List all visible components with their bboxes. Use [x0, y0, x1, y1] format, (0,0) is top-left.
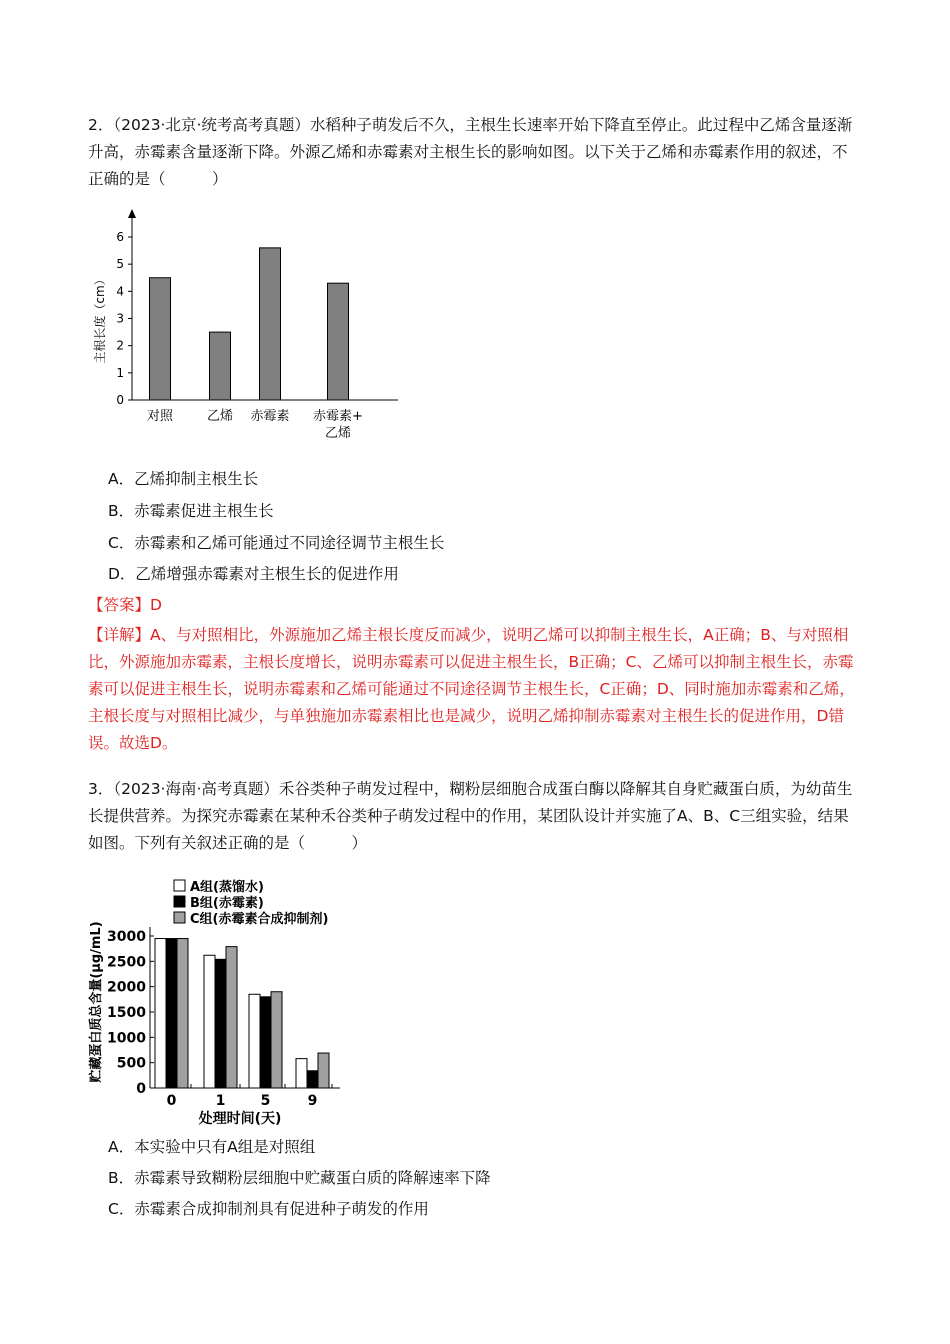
- y-tick-label: 3: [116, 311, 124, 326]
- y-tick-label: 5: [116, 257, 124, 272]
- q2-analysis: 【详解】A、与对照相比，外源施加乙烯主根长度反而减少，说明乙烯可以抑制主根生长，A正确；B、与对照相比，外源施加赤霉素，主根长度增长，说明赤霉素可以促进主根生长，B正确；C、乙烯可以抑制主根生长，赤霉素可以促进主根生长，说明赤霉素和乙烯可能通过不同途径调节主根生长，C正确；D、同时施加赤霉素和乙烯，主根长度与对照相比减少，与单独施加赤霉素相比也是减少，说明乙烯抑制赤霉素对主根生长的促进作用，D错误。故选D。: [88, 626, 855, 752]
- q2-option-a[interactable]: A．乙烯抑制主根生长: [108, 470, 259, 488]
- y-tick-label: 500: [116, 1055, 146, 1072]
- q3-option-c[interactable]: C．赤霉素合成抑制剂具有促进种子萌发的作用: [108, 1200, 429, 1218]
- y-tick-label: 6: [116, 230, 124, 244]
- x-category-label: 乙烯: [324, 426, 352, 441]
- bar: [260, 997, 271, 1088]
- bar: [204, 955, 215, 1088]
- q2-option-d[interactable]: D．乙烯增强赤霉素对主根生长的促进作用: [108, 565, 399, 583]
- y-tick-label: 2: [116, 338, 124, 353]
- y-tick-label: 1500: [107, 1005, 146, 1021]
- x-category-label: 乙烯: [206, 409, 234, 424]
- bar: [307, 1071, 318, 1088]
- legend-swatch: [174, 912, 185, 923]
- y-tick-label: 0: [116, 393, 124, 407]
- legend-label: C组(赤霉素合成抑制剂): [190, 912, 329, 927]
- y-axis-label: 贮藏蛋白质总含量(μg/mL): [89, 921, 104, 1083]
- y-tick-label: 0: [136, 1081, 146, 1097]
- legend-swatch: [174, 896, 185, 907]
- y-tick-label: 4: [116, 284, 124, 299]
- bar: [271, 992, 282, 1088]
- storage-protein-chart: [88, 872, 358, 1127]
- bar: [226, 947, 237, 1088]
- legend-swatch: [174, 880, 185, 891]
- bar: [150, 278, 171, 400]
- root-length-chart: [88, 205, 408, 450]
- x-category-label: 赤霉素+: [313, 409, 363, 424]
- bar: [155, 939, 166, 1088]
- x-category-label: 对照: [146, 409, 174, 424]
- bar: [249, 994, 260, 1088]
- bar: [215, 959, 226, 1088]
- x-axis-label: 处理时间(天): [198, 1111, 282, 1127]
- x-category-label: 赤霉素: [250, 409, 290, 424]
- q2-stem: 2．（2023·北京·统考高考真题）水稻种子萌发后不久，主根生长速率开始下降直至停止。此过程中乙烯含量逐渐升高，赤霉素含量逐渐下降。外源乙烯和赤霉素对主根生长的影响如图。以下关于乙烯和赤霉素作用的叙述，不正确的是（ ）: [88, 116, 853, 188]
- legend-label: A组(蒸馏水): [190, 880, 264, 895]
- q2-option-b[interactable]: B．赤霉素促进主根生长: [108, 502, 274, 520]
- y-tick-label: 1000: [107, 1030, 146, 1047]
- x-category-label: 9: [307, 1093, 318, 1109]
- q3-option-a[interactable]: A．本实验中只有A组是对照组: [108, 1138, 316, 1156]
- q3-stem: 3．（2023·海南·高考真题）禾谷类种子萌发过程中，糊粉层细胞合成蛋白酶以降解其自身贮藏蛋白质，为幼苗生长提供营养。为探究赤霉素在某种禾谷类种子萌发过程中的作用，某团队设计并实施了A、B、C三组实验，结果如图。下列有关叙述正确的是（ ）: [88, 780, 853, 852]
- y-tick-label: 3000: [107, 929, 146, 945]
- y-tick-label: 1: [116, 365, 124, 380]
- q3-option-b[interactable]: B．赤霉素导致糊粉层细胞中贮藏蛋白质的降解速率下降: [108, 1169, 491, 1187]
- y-tick-label: 2000: [107, 979, 146, 996]
- x-category-label: 0: [166, 1093, 177, 1109]
- x-category-label: 1: [215, 1093, 226, 1109]
- legend-label: B组(赤霉素): [190, 896, 264, 911]
- x-category-label: 5: [260, 1093, 271, 1109]
- bar: [210, 332, 231, 400]
- q2-option-c[interactable]: C．赤霉素和乙烯可能通过不同途径调节主根生长: [108, 534, 445, 552]
- y-axis-label: 主根长度（cm）: [93, 273, 107, 364]
- bar: [260, 248, 281, 400]
- bar: [328, 283, 349, 400]
- bar: [318, 1053, 329, 1088]
- bar: [166, 939, 177, 1088]
- bar: [177, 939, 188, 1088]
- y-axis-arrow: [128, 209, 136, 218]
- bar: [296, 1059, 307, 1088]
- q2-answer: 【答案】D: [88, 596, 162, 614]
- y-tick-label: 2500: [107, 954, 146, 971]
